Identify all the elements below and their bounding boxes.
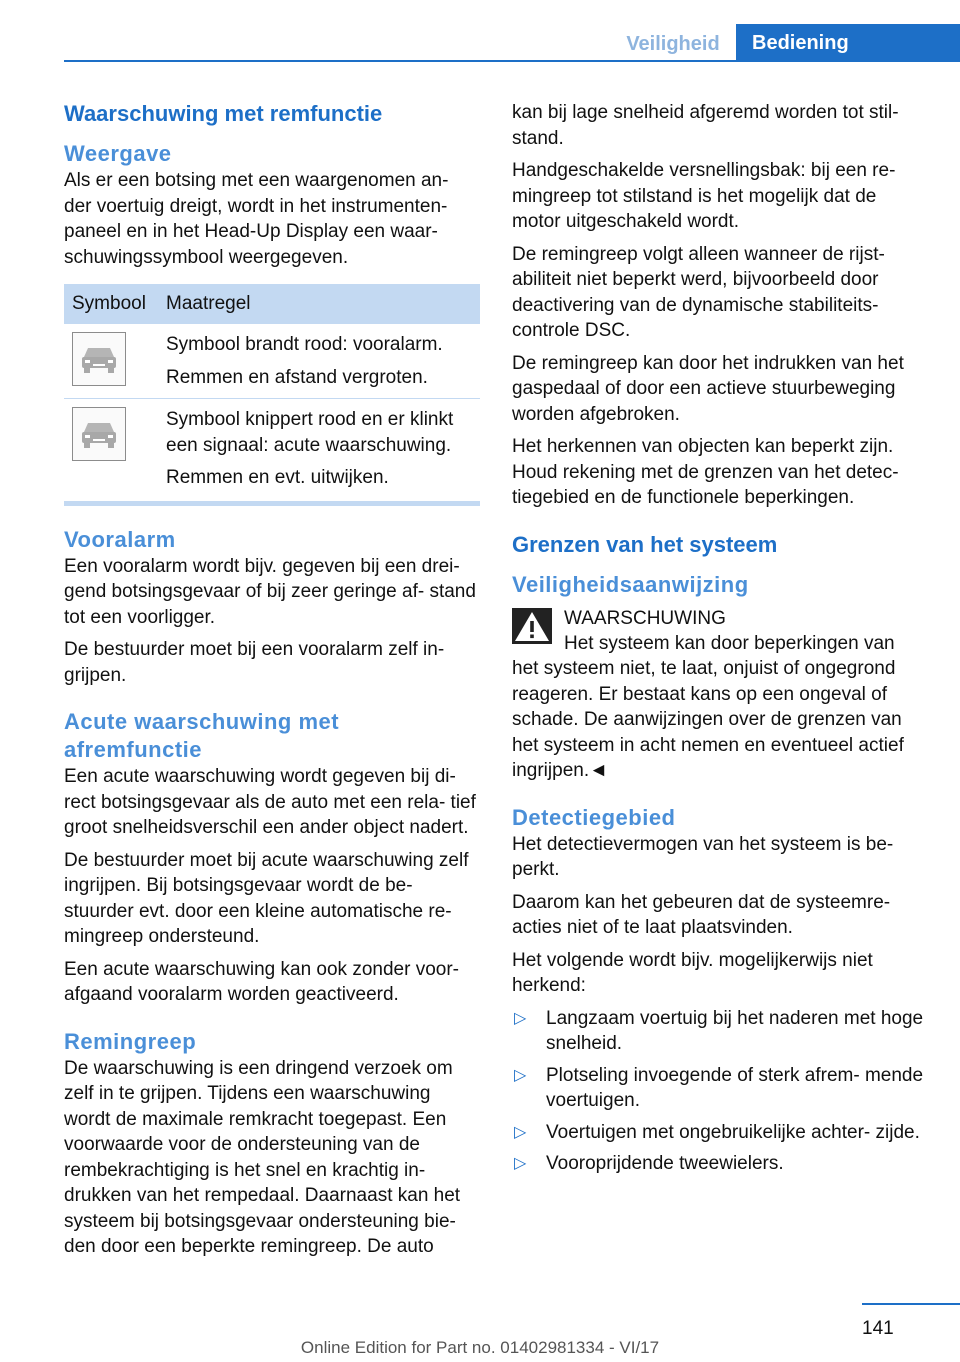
bullet-list bbox=[512, 1006, 924, 1177]
warning-triangle-icon bbox=[512, 608, 552, 644]
footer-rule bbox=[862, 1303, 960, 1305]
list-item: ▷ Vooroprijdende tweewielers. bbox=[512, 1151, 924, 1177]
heading-acute: Acute waarschuwing met afremfunctie bbox=[64, 709, 340, 762]
list-item: ▷ Voertuigen met ongebruikelijke achter- zijde. bbox=[512, 1120, 924, 1146]
page-number: 141 bbox=[862, 1318, 894, 1339]
section-title: Waarschuwing met remfunctie bbox=[64, 101, 383, 126]
table-header-symbol: Symbool bbox=[64, 284, 158, 324]
symbol-table bbox=[64, 284, 480, 506]
paragraph: Het volgende wordt bijv. mogelijkerwijs niet herkend: bbox=[512, 949, 873, 996]
warning-text: Het systeem kan door beperkingen van het systeem niet, te laat, onjuist of ongegrond reageren. Er bestaat kans op een ongeval of schade. De aanwijzingen over de grenzen van het systeem in acht nemen en eventueel actief ingrijpen.◄ bbox=[512, 632, 904, 781]
table-cell-text: Symbool knippert rood en er klinkt een signaal: acute waarschuwing. bbox=[166, 409, 454, 456]
paragraph: kan bij lage snelheid afgeremd worden tot stil- stand. bbox=[512, 102, 899, 149]
heading-detectie: Detectiegebied bbox=[512, 804, 676, 830]
paragraph: De bestuurder moet bij acute waarschuwing zelf ingrijpen. Bij botsingsgevaar wordt de be- stuurder evt. door een kleine automatische re- mingreep ondersteund. bbox=[64, 849, 469, 947]
table-row bbox=[64, 399, 480, 504]
list-item: ▷ Plotseling invoegende of sterk afrem- mende voertuigen. bbox=[514, 1064, 924, 1111]
paragraph: Het herkennen van objecten kan beperkt zijn. Houd rekening met de grenzen van het detec- tiegebied en de functionele beperkingen. bbox=[512, 436, 899, 508]
table-row bbox=[64, 324, 480, 399]
table-cell-text: Remmen en afstand vergroten. bbox=[166, 366, 428, 388]
paragraph: De bestuurder moet bij een vooralarm zelf in- grijpen. bbox=[64, 639, 445, 686]
paragraph: De remingreep kan door het indrukken van het gaspedaal of door een actieve stuurbeweging worden afgebroken. bbox=[512, 352, 904, 425]
heading-vooralarm: Vooralarm bbox=[64, 526, 176, 552]
heading-veiligheid: Veiligheidsaanwijzing bbox=[512, 571, 749, 597]
paragraph: Een acute waarschuwing kan ook zonder voor- afgaand vooralarm worden geactiveerd. bbox=[64, 958, 460, 1005]
paragraph: Handgeschakelde versnellingsbak: bij een re- mingreep tot stilstand is het mogelijk dat de motor uitgeschakeld wordt. bbox=[512, 160, 896, 232]
right-column bbox=[512, 100, 924, 1183]
paragraph: Daarom kan het gebeuren dat de systeemre- acties niet of te laat plaatsvinden. bbox=[512, 891, 891, 938]
triangle-bullet-icon: ▷ bbox=[514, 1155, 527, 1172]
heading-weergave: Weergave bbox=[64, 141, 172, 166]
triangle-bullet-icon: ▷ bbox=[514, 1123, 527, 1141]
warning-block bbox=[512, 606, 924, 656]
section-title: Grenzen van het systeem bbox=[512, 531, 778, 557]
car-front-icon bbox=[72, 332, 126, 386]
triangle-bullet-icon: ▷ bbox=[514, 1009, 527, 1027]
tab-veiligheid[interactable]: Veiligheid bbox=[626, 33, 720, 55]
table-cell-text: Symbool brandt rood: vooralarm. bbox=[166, 334, 443, 355]
paragraph: Een vooralarm wordt bijv. gegeven bij een drei- gend botsingsgevaar of bij zeer geringe af- stand tot een voorligger. bbox=[64, 555, 476, 628]
heading-remingreep: Remingreep bbox=[64, 1028, 197, 1054]
table-header-action: Maatregel bbox=[158, 284, 480, 324]
tab-bediening[interactable]: Bediening bbox=[736, 24, 960, 62]
car-front-icon bbox=[72, 407, 126, 461]
left-column bbox=[64, 100, 480, 1260]
triangle-bullet-icon: ▷ bbox=[514, 1066, 527, 1084]
paragraph: De remingreep volgt alleen wanneer de rijst- abiliteit niet beperkt werd, bijvoorbeeld door deactivering van de dynamische stabiliteits- controle DSC. bbox=[512, 243, 885, 341]
edition-footer: Online Edition for Part no. 01402981334 - VI/17 bbox=[300, 1338, 660, 1357]
table-cell-text: Remmen en evt. uitwijken. bbox=[166, 467, 389, 488]
paragraph: Het detectievermogen van het systeem is be- perkt. bbox=[512, 833, 894, 880]
warning-label: WAARSCHUWING bbox=[564, 607, 726, 629]
list-item: ▷ Langzaam voertuig bij het naderen met hoge snelheid. bbox=[514, 1007, 924, 1054]
paragraph: Als er een botsing met een waargenomen an- der voertuig dreigt, wordt in het instrumenten- paneel en in het Head-Up Display een waar- schuwingssymbool weergegeven. bbox=[64, 170, 449, 268]
paragraph: De waarschuwing is een dringend verzoek om zelf in te grijpen. Tijdens een waarschuwing wordt de maximale remkracht toegepast. Een voorwaarde voor de ondersteuning van de rembekrachtiging is het snel en krachtig in- drukken van het rempedaal. Daarnaast kan het systeem bij botsingsgevaar ondersteuning bie- den door een beperkte remingreep. De auto bbox=[64, 1057, 461, 1257]
paragraph: Een acute waarschuwing wordt gegeven bij di- rect botsingsgevaar als de auto met een rela- tief groot snelheidsverschil een ander object nadert. bbox=[64, 766, 476, 838]
